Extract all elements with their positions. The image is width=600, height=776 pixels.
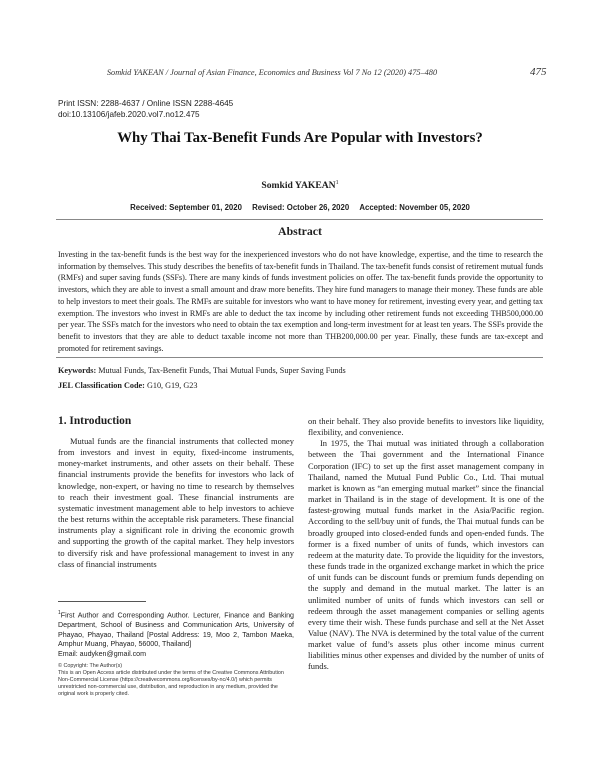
issn-line: Print ISSN: 2288-4637 / Online ISSN 2288-4645: [58, 99, 234, 108]
footnote-divider: [58, 601, 146, 602]
right-column: [308, 416, 544, 673]
jel-value: G10, G19, G23: [146, 381, 198, 390]
keywords: [58, 366, 346, 375]
footnote-mark: 1: [58, 610, 61, 616]
intro-paragraph-history: In 1975, the Thai mutual was initiated through a collaboration between the Thai government and the International Finance Corporation (IFC) to set up the first asset management company in Thailand, named the Mutual Fund Public Co., Ltd. Thai mutual market is known as “an emerging mutual market” since the financial market in Thailand is in the stage of development. It is one of the fastest-growing mutual funds market in the Asia/Pacific region. According to the sell/buy unit of funds, the Thai mutual funds can be broadly grouped into closed-ended funds and open-ended funds. The former is a fixed number of units of funds, which investors can redeem at the maturity date. To provide the liquidity for the investors, these funds trade in the organized exchange market in which the price of unit funds can be discount funds or premium funds depending on the supply and demand in the mutual market. The latter is an unlimited number of units of funds which investors can sell or redeem through the asset management companies or selling agents every time their wish. These funds purchase and sell at the Net Asset Value (NAV). The NVA is determined by the total value of the current market value of fund’s assets plus other income minus current liabilities minus other expenses and divided by the number of units of funds.: [308, 438, 544, 672]
accepted-date: Accepted: November 05, 2020: [359, 203, 470, 212]
license-text: This is an Open Access article distributed under the terms of the Creative Commons Attribution Non-Commercial License (https://creativecommons.org/licenses/by-nc/4.0/) which permits unrestricted non-commercial use, distribution, and reproduction in any medium, provided the original work is properly cited.: [58, 669, 284, 697]
section-heading-introduction: 1. Introduction: [58, 415, 132, 427]
article-title: Why Thai Tax-Benefit Funds Are Popular with Investors?: [117, 130, 483, 146]
footnote-text: First Author and Corresponding Author. Lecturer, Finance and Banking Department, School of Business and Communication Arts, University of Phayao, Phayao, Thailand [Postal Address: 19, Moo 2, Tambon Maeka, Amphur Muang, Phayao, 56000, Thailand]: [58, 611, 294, 649]
author-line: [0, 180, 600, 191]
keywords-value: Mutual Funds, Tax-Benefit Funds, Thai Mutual Funds, Super Saving Funds: [98, 366, 346, 375]
page-number: 475: [530, 66, 547, 78]
copyright-line: © Copyright: The Author(s): [58, 663, 123, 669]
abstract-text: Investing in the tax-benefit funds is the best way for the inexperienced investors who do not have knowledge, expertise, and the time to research the information by themselves. This study describes the benefits of tax-benefit funds in Thailand. The tax-benefit funds consist of retirement mutual funds (RMFs) and super saving funds (SSFs). There are many kinds of funds investment policies on offer. The tax-benefit funds provide the opportunity to investors, which they are able to invest a small amount and draw more benefits. They hire fund managers to manage their money. These funds are able to help investors to meet their goals. The RMFs are suitable for investors who want to have money for retirement, investing every year, and getting tax exemption. The investors who invest in RMFs are able to deduct the tax income by including other retirement funds not exceeding THB500,000.00 per year. The SSFs match for the investors who need to obtain the tax exemption and long-term investment for at least ten years. The SSFs provide the benefit to investors that they are able to deduct taxable income not more than THB200,000.00 per year. Finally, these funds are tax-except and promoted for retirement savings.: [58, 250, 543, 353]
revised-date: Revised: October 26, 2020: [252, 203, 350, 212]
author-name: Somkid YAKEAN: [261, 180, 336, 192]
abstract-heading: Abstract: [278, 224, 322, 238]
author-footnote-mark[interactable]: 1: [335, 180, 339, 186]
intro-paragraph-left: Mutual funds are the financial instruments that collected money from investors and invest in equity, fixed-income instruments, money-market instruments, and other assets on their behalf. These financial instruments provide the benefits for investors who lack of knowledge, non-expert, or having no time to research by themselves to reach their investment goal. These financial instruments are systematic investment management able to help investors to achieve the best returns within the acceptable risk parameters. These financial instruments play a significant role in driving the economic growth and supporting the growth of the capital market. They help investors to diversify risk and have professional management to invest in any class of financial instruments: [58, 436, 294, 569]
intro-paragraph-continued: on their behalf. They also provide benefits to investors like liquidity, flexibility, and convenience.: [308, 416, 544, 438]
jel-label: JEL Classification Code:: [58, 381, 145, 390]
received-date: Received: September 01, 2020: [130, 203, 242, 212]
running-header: Somkid YAKEAN / Journal of Asian Finance, Economics and Business Vol 7 No 12 (2020) 475–480: [106, 68, 438, 77]
author-footnote: [58, 609, 294, 659]
doi-link[interactable]: doi:10.13106/jafeb.2020.vol7.no12.475: [58, 110, 200, 119]
author-email[interactable]: Email: audyken@gmail.com: [58, 649, 147, 658]
keywords-label: Keywords:: [58, 366, 97, 375]
jel-classification: [58, 381, 197, 390]
copyright-notice: [58, 663, 294, 698]
article-dates: [0, 203, 600, 212]
